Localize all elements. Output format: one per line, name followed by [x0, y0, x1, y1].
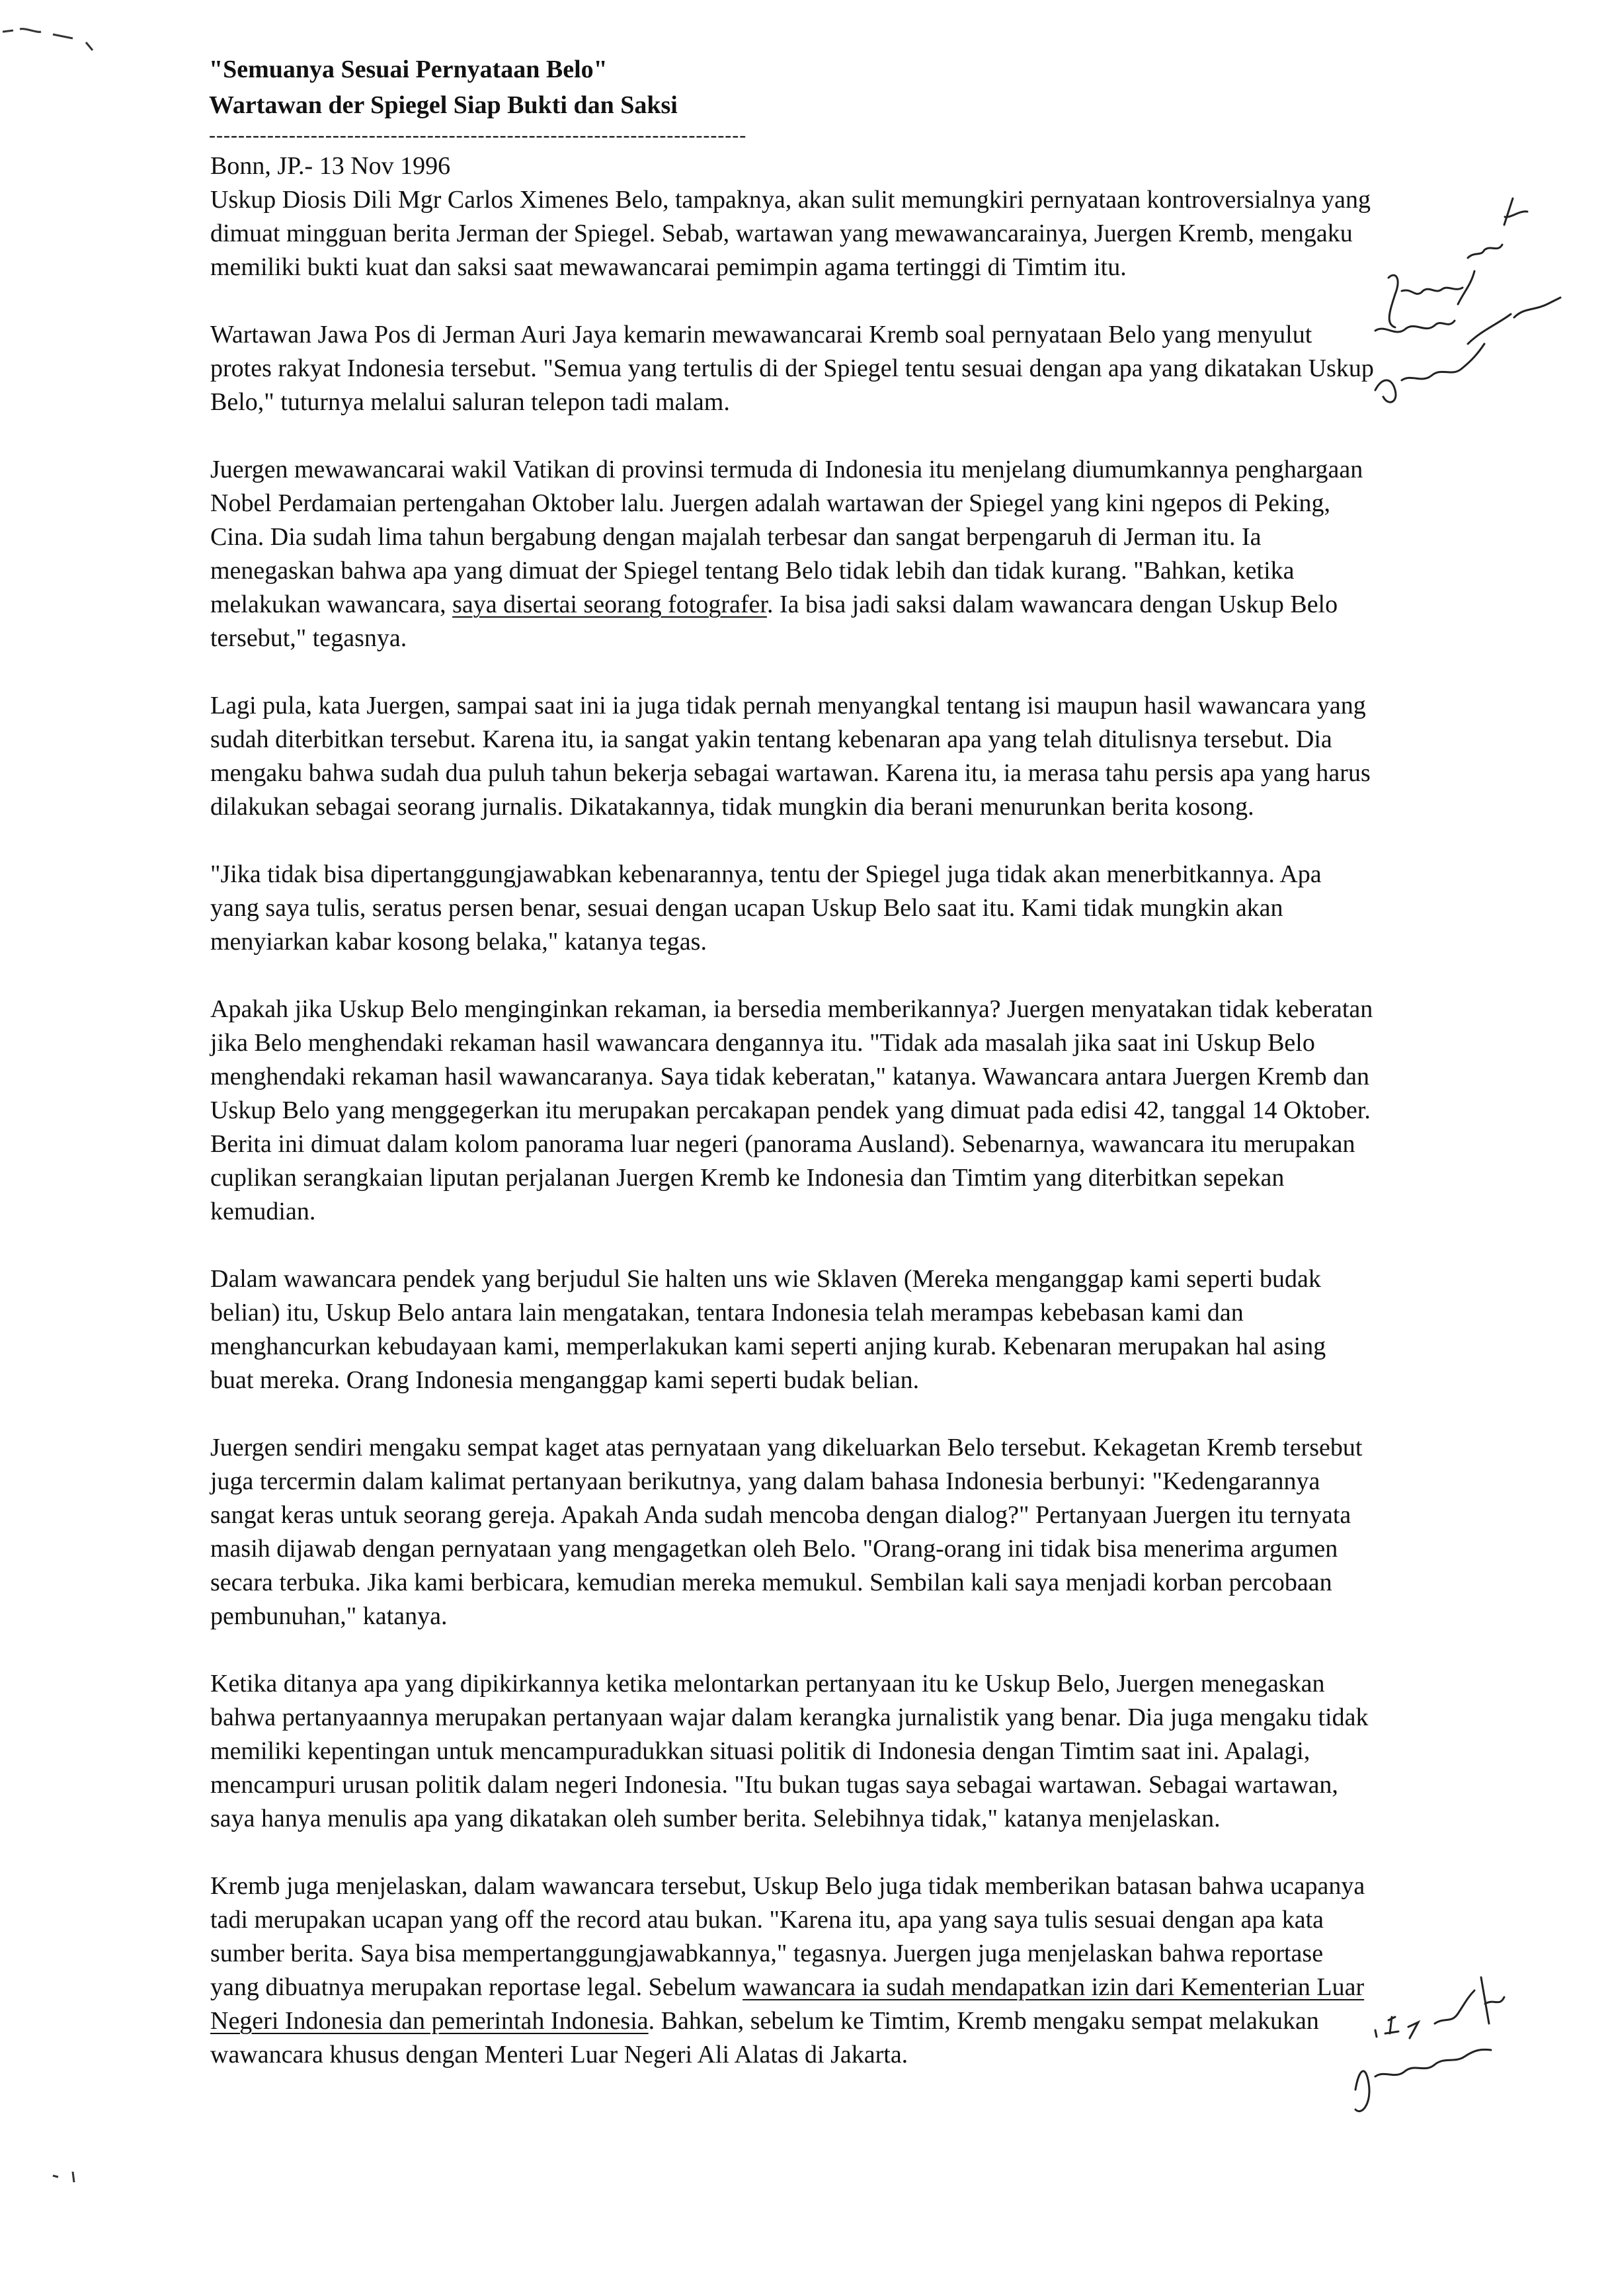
underlined-phrase-permission: wawancara ia sudah mendapatkan izin dari Kementerian Luar Negeri Indonesia dan pemerintah Indonesia [210, 1973, 1365, 2035]
paragraph-7: Dalam wawancara pendek yang berjudul Sie halten uns wie Sklaven (Mereka menganggap kami seperti budak belian) itu, Uskup Belo antara lain mengatakan, tentara Indonesia telah merampas kebebasan kami dan menghancurkan kebudayaan kami, memperlakukan kami seperti anjing kurab. Kebenaran merupakan hal asing buat mereka. Orang Indonesia menganggap kami seperti budak belian. [210, 1265, 1326, 1394]
paragraph-6: Apakah jika Uskup Belo menginginkan rekaman, ia bersedia memberikannya? Juergen menyatakan tidak keberatan jika Belo menghendaki rekaman hasil wawancara dengannya itu. "Tidak ada masalah jika saat ini Uskup Belo menghendaki rekaman hasil wawancaranya. Saya tidak keberatan," katanya. Wawancara antara Juergen Kremb dan Uskup Belo yang menggegerkan itu merupakan percakapan pendek yang dimuat pada edisi 42, tanggal 14 Oktober. Berita ini dimuat dalam kolom panorama luar negeri (panorama Ausland). Sebenarnya, wawancara itu merupakan cuplikan serangkaian liputan perjalanan Juergen Kremb ke Indonesia dan Timtim yang diterbitkan sepekan kemudian. [210, 995, 1373, 1225]
title-line-2: Wartawan der Spiegel Siap Bukti dan Saksi [209, 91, 678, 119]
article-header [209, 52, 1333, 147]
dateline: Bonn, JP.- 13 Nov 1996 [210, 152, 451, 180]
paragraph-10-text-b: . Bahkan, sebelum ke Timtim, Kremb mengaku sempat melakukan wawancara khusus dengan Menteri Luar Negeri Ali Alatas di Jakarta. [210, 2007, 1319, 2069]
handwritten-margin-note-top [1349, 179, 1567, 470]
separator-rule: -------------------------------------------------------------------------- [209, 124, 747, 146]
paragraph-3-text-b: . Ia bisa jadi saksi dalam wawancara dengan Uskup Belo tersebut," tegasnya. [210, 591, 1338, 652]
scan-artifact-top-left [0, 20, 106, 53]
title-line-1: "Semuanya Sesuai Pernyataan Belo" [209, 56, 608, 83]
underlined-phrase-photographer: saya disertai seorang fotografer [452, 591, 767, 618]
handwritten-margin-note-bottom [1336, 1951, 1554, 2149]
paragraph-3 [210, 453, 1374, 655]
paragraph-10-text-a: Kremb juga menjelaskan, dalam wawancara tersebut, Uskup Belo juga tidak memberikan batasan bahwa ucapanya tadi merupakan ucapan yang off the record atau bukan. "Karena itu, apa yang saya tulis sesuai dengan apa kata sumber berita. Saya bisa mempertanggungjawabkannya," tegasnya. Juergen juga menjelaskan bahwa reportase yang dibuatnya merupakan reportase legal. Sebelum [210, 1872, 1365, 2001]
paragraph-2: Wartawan Jawa Pos di Jerman Auri Jaya kemarin mewawancarai Kremb soal pernyataan Belo yang menyulut protes rakyat Indonesia tersebut. "Semua yang tertulis di der Spiegel tentu sesuai dengan apa yang dikatakan Uskup Belo," tuturnya melalui saluran telepon tadi malam. [210, 321, 1374, 416]
paragraph-5: "Jika tidak bisa dipertanggungjawabkan kebenarannya, tentu der Spiegel juga tidak akan menerbitkannya. Apa yang saya tulis, seratus persen benar, sesuai dengan ucapan Uskup Belo saat itu. Kami tidak mungkin akan menyiarkan kabar kosong belaka," katanya tegas. [210, 860, 1322, 956]
paragraph-1: Uskup Diosis Dili Mgr Carlos Ximenes Belo, tampaknya, akan sulit memungkiri pernyataan kontroversialnya yang dimuat mingguan berita Jerman der Spiegel. Sebab, wartawan yang mewawancarainya, Juergen Kremb, mengaku memiliki bukti kuat dan saksi saat mewawancarai pemimpin agama tertinggi di Timtim itu. [210, 186, 1371, 281]
paragraph-4: Lagi pula, kata Juergen, sampai saat ini ia juga tidak pernah menyangkal tentang isi maupun hasil wawancara yang sudah diterbitkan tersebut. Karena itu, ia sangat yakin tentang kebenaran apa yang telah ditulisnya tersebut. Dia mengaku bahwa sudah dua puluh tahun bekerja sebagai wartawan. Karena itu, ia merasa tahu persis apa yang harus dilakukan sebagai seorang jurnalis. Dikatakannya, tidak mungkin dia berani menurunkan berita kosong. [210, 692, 1371, 821]
paragraph-10 [210, 1869, 1374, 2072]
paragraph-9: Ketika ditanya apa yang dipikirkannya ketika melontarkan pertanyaan itu ke Uskup Belo, Juergen menegaskan bahwa pertanyaannya merupakan pertanyaan wajar dalam kerangka jurnalistik yang benar. Dia juga mengaku tidak memiliki kepentingan untuk mencampuradukkan situasi politik di Indonesia dengan Timtim saat ini. Apalagi, mencampuri urusan politik dalam negeri Indonesia. "Itu bukan tugas saya sebagai wartawan. Sebagai wartawan, saya hanya menulis apa yang dikatakan oleh sumber berita. Selebihnya tidak," katanya menjelaskan. [210, 1670, 1369, 1832]
paragraph-3-text-a: Juergen mewawancarai wakil Vatikan di provinsi termuda di Indonesia itu menjelang diumumkannya penghargaan Nobel Perdamaian pertengahan Oktober lalu. Juergen adalah wartawan der Spiegel yang kini ngepos di Peking, Cina. Dia sudah lima tahun bergabung dengan majalah terbesar dan sangat berpengaruh di Jerman itu. Ia menegaskan bahwa apa yang dimuat der Spiegel tentang Belo tidak lebih dan tidak kurang. "Bahkan, ketika melakukan wawancara, [210, 456, 1363, 618]
article-body [210, 149, 1374, 2106]
scan-artifact-bottom-left [46, 2162, 86, 2189]
paragraph-8: Juergen sendiri mengaku sempat kaget atas pernyataan yang dikeluarkan Belo tersebut. Kekagetan Kremb tersebut juga tercermin dalam kalimat pertanyaan berikutnya, yang dalam bahasa Indonesia berbunyi: "Kedengarannya sangat keras untuk seorang gereja. Apakah Anda sudah mencoba dengan dialog?" Pertanyaan Juergen itu ternyata masih dijawab dengan pernyataan yang mengagetkan oleh Belo. "Orang-orang ini tidak bisa menerima argumen secara terbuka. Jika kami berbicara, kemudian mereka memukul. Sembilan kali saya menjadi korban percobaan pembunuhan," katanya. [210, 1434, 1363, 1630]
